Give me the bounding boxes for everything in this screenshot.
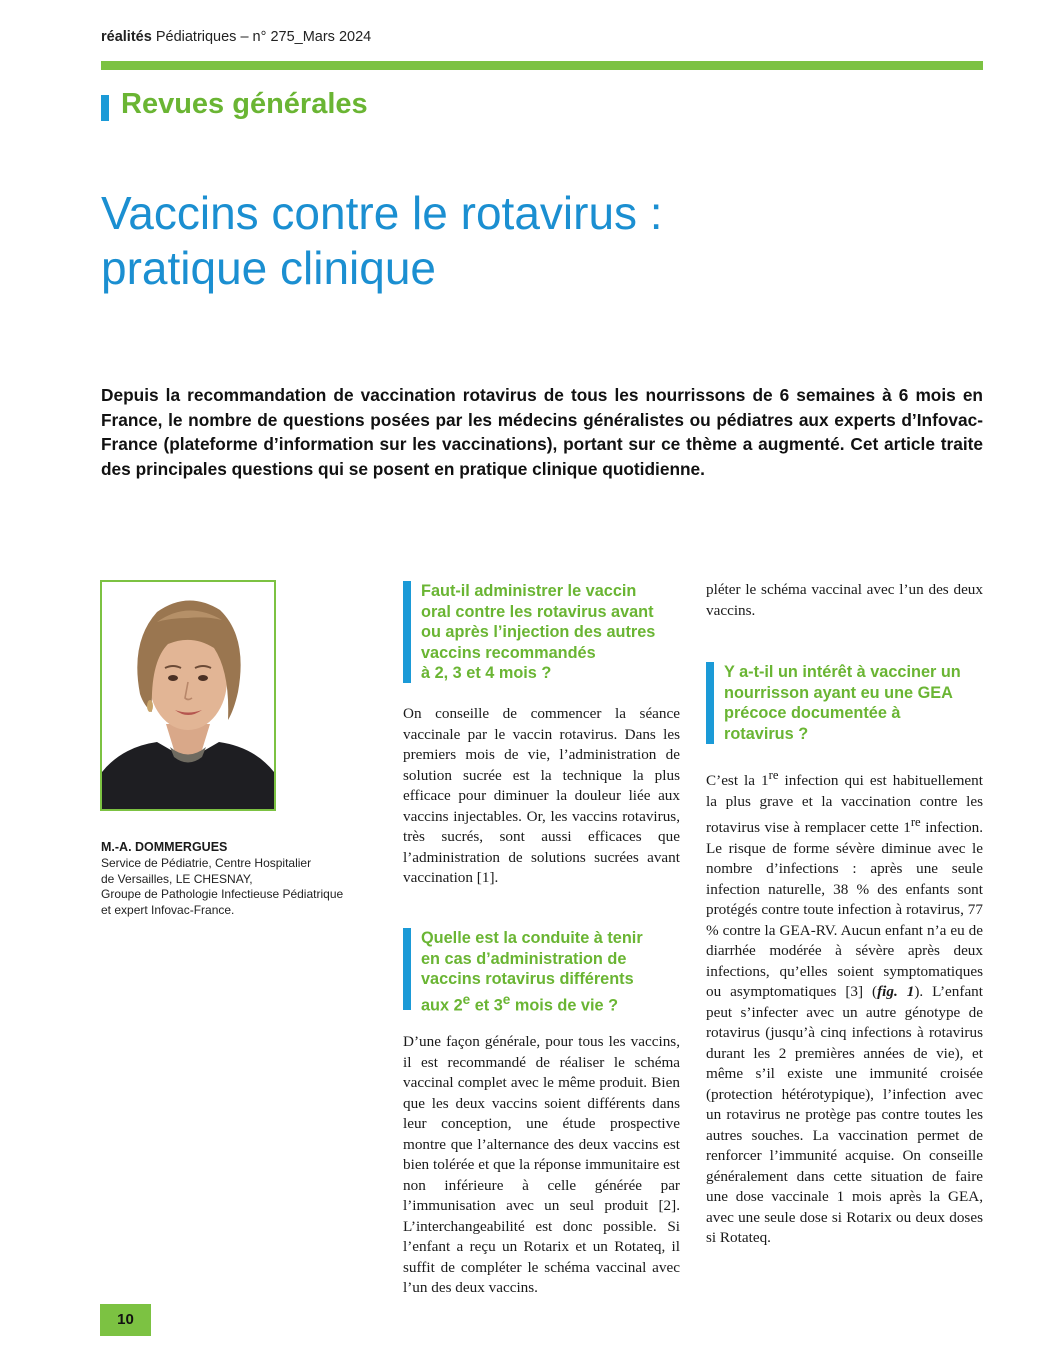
heading-marker [403,928,411,1010]
question-heading-3 [706,662,986,744]
body-paragraph-1: On conseille de commencer la séance vaccinale par le vaccin rotavirus. Dans les premiers mois de vie, l’administration de solution sucrée est la technique la plus efficace pour diminuer la douleur liée aux vaccins injectables. Or, les vaccins rotavirus, très sucrés, sont aussi efficaces que l’administration de solutions sucrées avant vaccination [1]. [403,705,680,886]
question-heading-1 [403,581,683,683]
superscript: e [502,991,511,1007]
author-portrait [102,582,274,809]
heading-line: Faut-il administrer le vaccin [421,582,637,600]
question-heading-text [421,928,643,1015]
heading-marker [403,581,411,683]
text-run: ). L’enfant peut s’infecter avec un autre génotype de rotavirus (jusqu’à cinq infections à rotavirus durant les 2 premières années de vie), et même s’il existe une immunité croisée (protection hétérotypique), l’infection avec un rotavirus ne protège pas contre toutes les autres souches. La vaccination permet de renforcer l’immunité acquise. On conseille généralement dans cette situation de faire une dose vaccinale 1 mois après la GEA, avec une seule dose si Rotarix ou deux doses si Rotateq. [706,983,983,1247]
top-rule [101,61,983,70]
heading-line: oral contre les rotavirus avant [421,602,654,621]
heading-line [421,990,643,1016]
heading-line: vaccins rotavirus différents [421,970,634,988]
body-paragraph-2-continued [706,580,983,622]
question-heading-text [421,581,655,684]
question-heading-text [724,662,961,744]
author-affiliation-line: et expert Infovac-France. [101,903,235,918]
text-run: aux 2 [421,995,463,1014]
journal-issue: Pédiatriques – n° 275_Mars 2024 [155,29,372,45]
text-run: C’est la 1 [706,772,769,790]
author-affiliation-line: de Versailles, LE CHESNAY, [101,871,253,886]
heading-line: Y a-t-il un intérêt à vacciner un [724,663,961,681]
heading-line: nourrisson ayant eu une GEA [724,683,953,702]
article-title-line-1: Vaccins contre le rotavirus : [101,187,663,239]
page-number: 10 [100,1304,151,1336]
running-head [101,29,371,45]
heading-line: ou après l’injection des autres [421,623,656,641]
figure-reference[interactable]: fig. 1 [877,983,915,1001]
body-paragraph-3 [706,765,983,1249]
section-marker [101,95,109,121]
article-title-line-2: pratique clinique [101,242,437,294]
heading-line: rotavirus ? [724,724,809,743]
heading-marker [706,662,714,744]
body-paragraph-2-continued-text: pléter le schéma vaccinal avec l’un des deux vaccins. [706,581,983,619]
superscript: re [768,768,779,782]
text-run: infection qui est habituellement la plus grave et la vaccination contre les rotavirus vise à remplacer cette 1 [706,772,983,837]
article-title [101,186,663,296]
heading-line: précoce documentée à [724,704,901,722]
superscript: e [462,991,471,1007]
article-abstract: Depuis la recommandation de vaccination rotavirus de tous les nourrissons de 6 semaines à 6 mois en France, le nombre de questions posées par les médecins généralistes ou pédiatres aux experts d’Infovac-France (plateforme d’information sur les vaccinations), portant sur ce thème a augmenté. Cet article traite des principales questions qui se posent en pratique clinique quotidienne. [101,385,983,479]
text-run: mois de vie ? [510,995,619,1014]
journal-brand: réalités [101,29,152,45]
heading-line: à 2, 3 et 4 mois ? [421,664,552,682]
section-title: Revues générales [121,88,368,120]
text-run: infection. Le risque de forme sévère diminue avec le nombre d’infections : après une seule infection naturelle, 38 % des enfants sont protégés contre toute infection à rotavirus, 77 % contre la GEA-RV. Aucun enfant n’a eu de diarrhée modérée à sévère après deux infections, qu’elles soient symptomatiques ou asymptomatiques [3] ( [706,819,984,1001]
author-photo [100,580,276,811]
author-affiliation-line: Service de Pédiatrie, Centre Hospitalier [101,856,312,870]
body-paragraph-2: D’une façon générale, pour tous les vaccins, il est recommandé de réaliser le schéma vaccinal complet avec le même produit. Bien que les deux vaccins soient différents dans leur conception, une étude prospective montre que l’alternance des deux vaccins est bien tolérée et que la réponse immunitaire est non inférieure à celle générée par l’immunisation avec un seul produit [2]. L’interchangeabilité est donc possible. Si l’enfant a reçu un Rotarix et un Rotateq, il suffit de compléter le schéma vaccinal avec l’un des deux vaccins. [403,1033,680,1296]
heading-line: vaccins recommandés [421,643,596,662]
superscript: re [910,815,921,830]
author-name: M.-A. DOMMERGUES [101,840,228,854]
author-affiliation-line: Groupe de Pathologie Infectieuse Pédiatrique [101,887,344,902]
heading-line: en cas d’administration de [421,949,627,968]
heading-line: Quelle est la conduite à tenir [421,929,643,947]
text-run: et 3 [470,995,503,1014]
question-heading-2 [403,928,683,1014]
author-affiliation [101,856,361,919]
